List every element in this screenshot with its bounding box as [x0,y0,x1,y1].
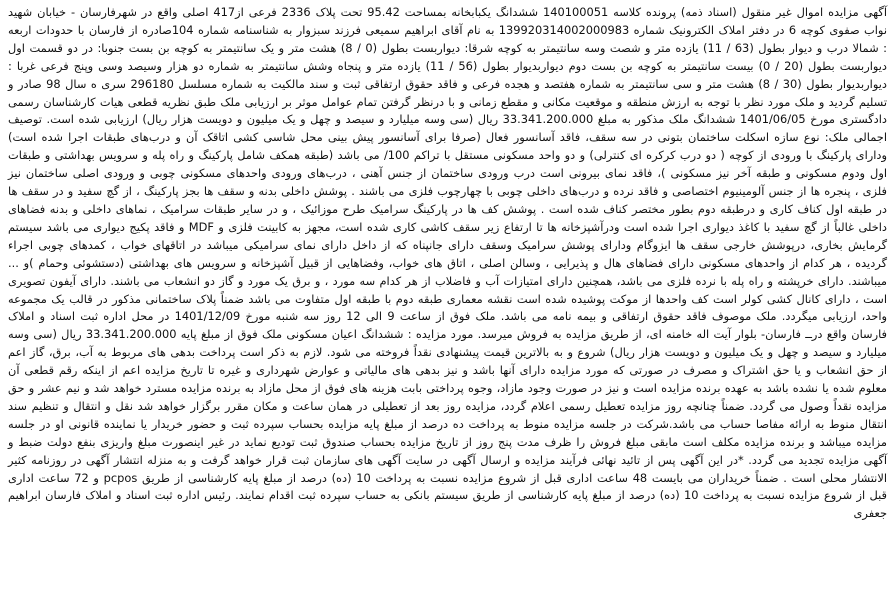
notice-body-text: آگهی مزایده اموال غیر منقول (اسناد ذمه) پرونده کلاسه 140100051 ششدانگ یکبابخانه بمساحت 95.42 تحت پلاک 2336 فرعی از417 اصلی واقع در شهرفارسان - خیابان شهید نواب صفوی کوچه 6 در دفتر املاک الکترونیک شماره 139920314002000983 به نام آقای ابراهیم سمیعی فرزند سبزوار به شناسنامه شماره 104صادره از فارسان با حدودات اربعه : شمالا درب و دیوار بطول (63 / 11) یازده متر و شصت وسه سانتیمتر به کوچه شرقا: دیواربست بطول (0 / 8) هشت متر و یک سانتیمتر به کوچه بن بست جنوبا: در دو قسمت اول دیواربست بطول (20 / 0) بیست سانتیمتر به کوچه بن بست دوم دیواربدیوار بطول (56 / 11) یازده متر و پنجاه وشش سانتیمتر به شماره دو هزار وسیصد وسی وپنج فرعی غربا : دیواربدیوار بطول (30 / 8) هشت متر و سی سانتیمتر به شماره هفتصد و هجده فرعی و فاقد حقوق ارتفاقی ثبت و سند مالکیت به شماره مسلسل 296180 سری ه سال 98 صادر و تسلیم گردید و ملک مورد نظر با توجه به ارزش منطقه و موقعیت مکانی و مقطع زمانی و با درنظر گرفتن تمام عوامل موثر بر ارزیابی ملک طبق نظریه قطعی هیات کارشناسان رسمی دادگستری مورخ 1401/06/05 ششدانگ ملک مذکور به مبلغ 33.341.200.000 ریال (سی وسه میلیارد و سیصد و چهل و یک میلیون و دویست هزار ریال) ارزیابی شده است. توصیف اجمالی ملک: نوع سازه اسکلت ساختمان بتونی در سه سقف، فاقد آسانسور فعال (صرفا برای آسانسور پیش بینی محل شاسی کشی اتاقک آن و درب‌های طبقات اجرا شده است) ودارای پارکینگ با ورودی از کوچه ( دو درب کرکره ای کنترلی) و دو واحد مسکونی مستقل با تراکم 100/ می باشد (طبقه همکف شامل پارکینگ و راه پله و سرویس بهداشتی و طبقات اول ودوم مسکونی و طبقه آخر نیز مسکونی )، فاقد نمای بیرونی است درب ورودی ساختمان از جنس آهنی ، درب‌های ورودی واحدهای مسکونی چوبی و ورودی اصلی ساختمان نیز فلزی ، پنجره ها از جنس آلومینیوم اختصاصی و فاقد نرده و درب‌های داخلی چوبی با چهارچوب فلزی می باشند . پوشش داخلی بدنه و سقف ها بجز پارکینگ ، از گچ سفید و در سقف ها در طبقه اول کناف کاری و درطبقه دوم بطور مختصر کناف شده است . پوشش کف ها در پارکینگ سرامیک طرح موزائیک ، و در سایر طبقات سرامیک ، نماهای داخلی و بدنه فضاهای داخلی غالباً از گچ سفید با کاغذ دیواری اجرا شده است ودرآشپزخانه ها تا ارتفاع زیر سقف کاشی کاری شده است، مجهز به کابینت فلزی و MDF و فاقد پکیج دیواری می باشد سیستم گرمایش بخاری، درپوشش خارجی سقف ها ایزوگام ودارای پوشش سرامیک وسقف دارای جانپناه که از داخل دارای نمای سرامیکی میباشد در اتاقهای خواب ، کمدهای چوبی اجراء گردیده ، هر کدام از واحدهای مسکونی دارای فضاهای هال و پذیرایی ، وسالن اصلی ، اتاق های خواب، وفضاهایی از قبیل آشپزخانه و سرویس های بهداشتی (دستشوئی وحمام )و ... میباشند. دارای خرپشته و راه پله با نرده فلزی می باشد، همچنین دارای امتیازات آب و فاضلاب از هر کدام سه مورد ، و برق یک مورد و گاز دو انشعاب می باشند. دارای آیفون تصویری است ، دارای کانال کشی کولر است کف واحدها از موکت پوشیده شده است نقشه معماری طبقه دوم با طبقه اول متفاوت می باشد ضمناً پلاک ساختمانی مذکور در قالب یک مجموعه واحد، ارزیابی میگردد. ملک موصوف فاقد حقوق ارتفاقی و بیمه نامه می باشد. ملک فوق از ساعت 9 الی 12 روز سه شنبه مورخ 1401/12/09 در محل اداره ثبت اسناد و املاک فارسان واقع درــ فارسان- بلوار آیت اله خامنه ای، از طریق مزایده به فروش میرسد. مورد مزایده : ششدانگ اعیان مسکونی ملک فوق از مبلغ پایه 33.341.200.000 ریال (سی وسه میلیارد و سیصد و چهل و یک میلیون و دویست هزار ریال) شروع و به بالاترین قیمت پیشنهادی نقداً فروخته می شود. لازم به ذکر است پرداخت بدهی های مربوط به آب، برق، گاز اعم از حق انشعاب و یا حق اشتراک و مصرف در صورتی که مورد مزایده دارای آنها باشد و نیز بدهی های مالیاتی و عوارض شهرداری و غیره تا تاریخ مزایده اعم از اینکه رقم قطعی آن معلوم شده یا نشده باشد به عهده برنده مزایده است و نیز در صورت وجود مازاد، وجوه پرداختی بابت هزینه های فوق از محل مازاد به برنده مزایده مسترد خواهد شد و نیم عشر و حق مزایده نقداً وصول می گردد. ضمناً چنانچه روز مزایده تعطیل رسمی اعلام گردد، مزایده روز بعد از تعطیلی در همان ساعت و مکان مقرر برگزار خواهد شد نقل و انتقال و تنظیم سند انتقال منوط به ارائه مفاصا حساب می باشد.شرکت در جلسه مزایده منوط به پرداخت ده درصد از مبلغ پایه مزایده بحساب سپرده ثبت و حضور خریدار یا نماینده قانونی او در جلسه مزایده میباشد و برنده مزایده مکلف است مابقی مبلغ فروش را ظرف مدت پنج روز از تاریخ مزایده بحساب صندوق ثبت تودیع نماید در غیر اینصورت مبلغ واریزی بنفع دولت ضبط و آگهی مزایده تجدید می گردد. *در این آگهی پس از تائید نهائی فرآیند مزایده و ارسال آگهی در سایت آگهی های سازمان ثبت قرار خواهد گرفت و به منزله انتشار آگهی در روزنامه کثیر الانتشار محلی است . ضمناً خریداران می بایست 48 ساعت اداری قبل از شروع مزایده نسبت به پرداخت 10 (ده) درصد از مبلغ پایه کارشناسی از طریق pcpos و 72 ساعت اداری قبل از شروع مزایده نسبت به پرداخت 10 (ده) درصد از مبلغ پایه کارشناسی از طریق سیستم بانکی به حساب سپرده ثبت اقدام نمایند. رئیس اداره ثبت اسناد و املاک فارسان ابراهیم جعفری [8,5,888,521]
